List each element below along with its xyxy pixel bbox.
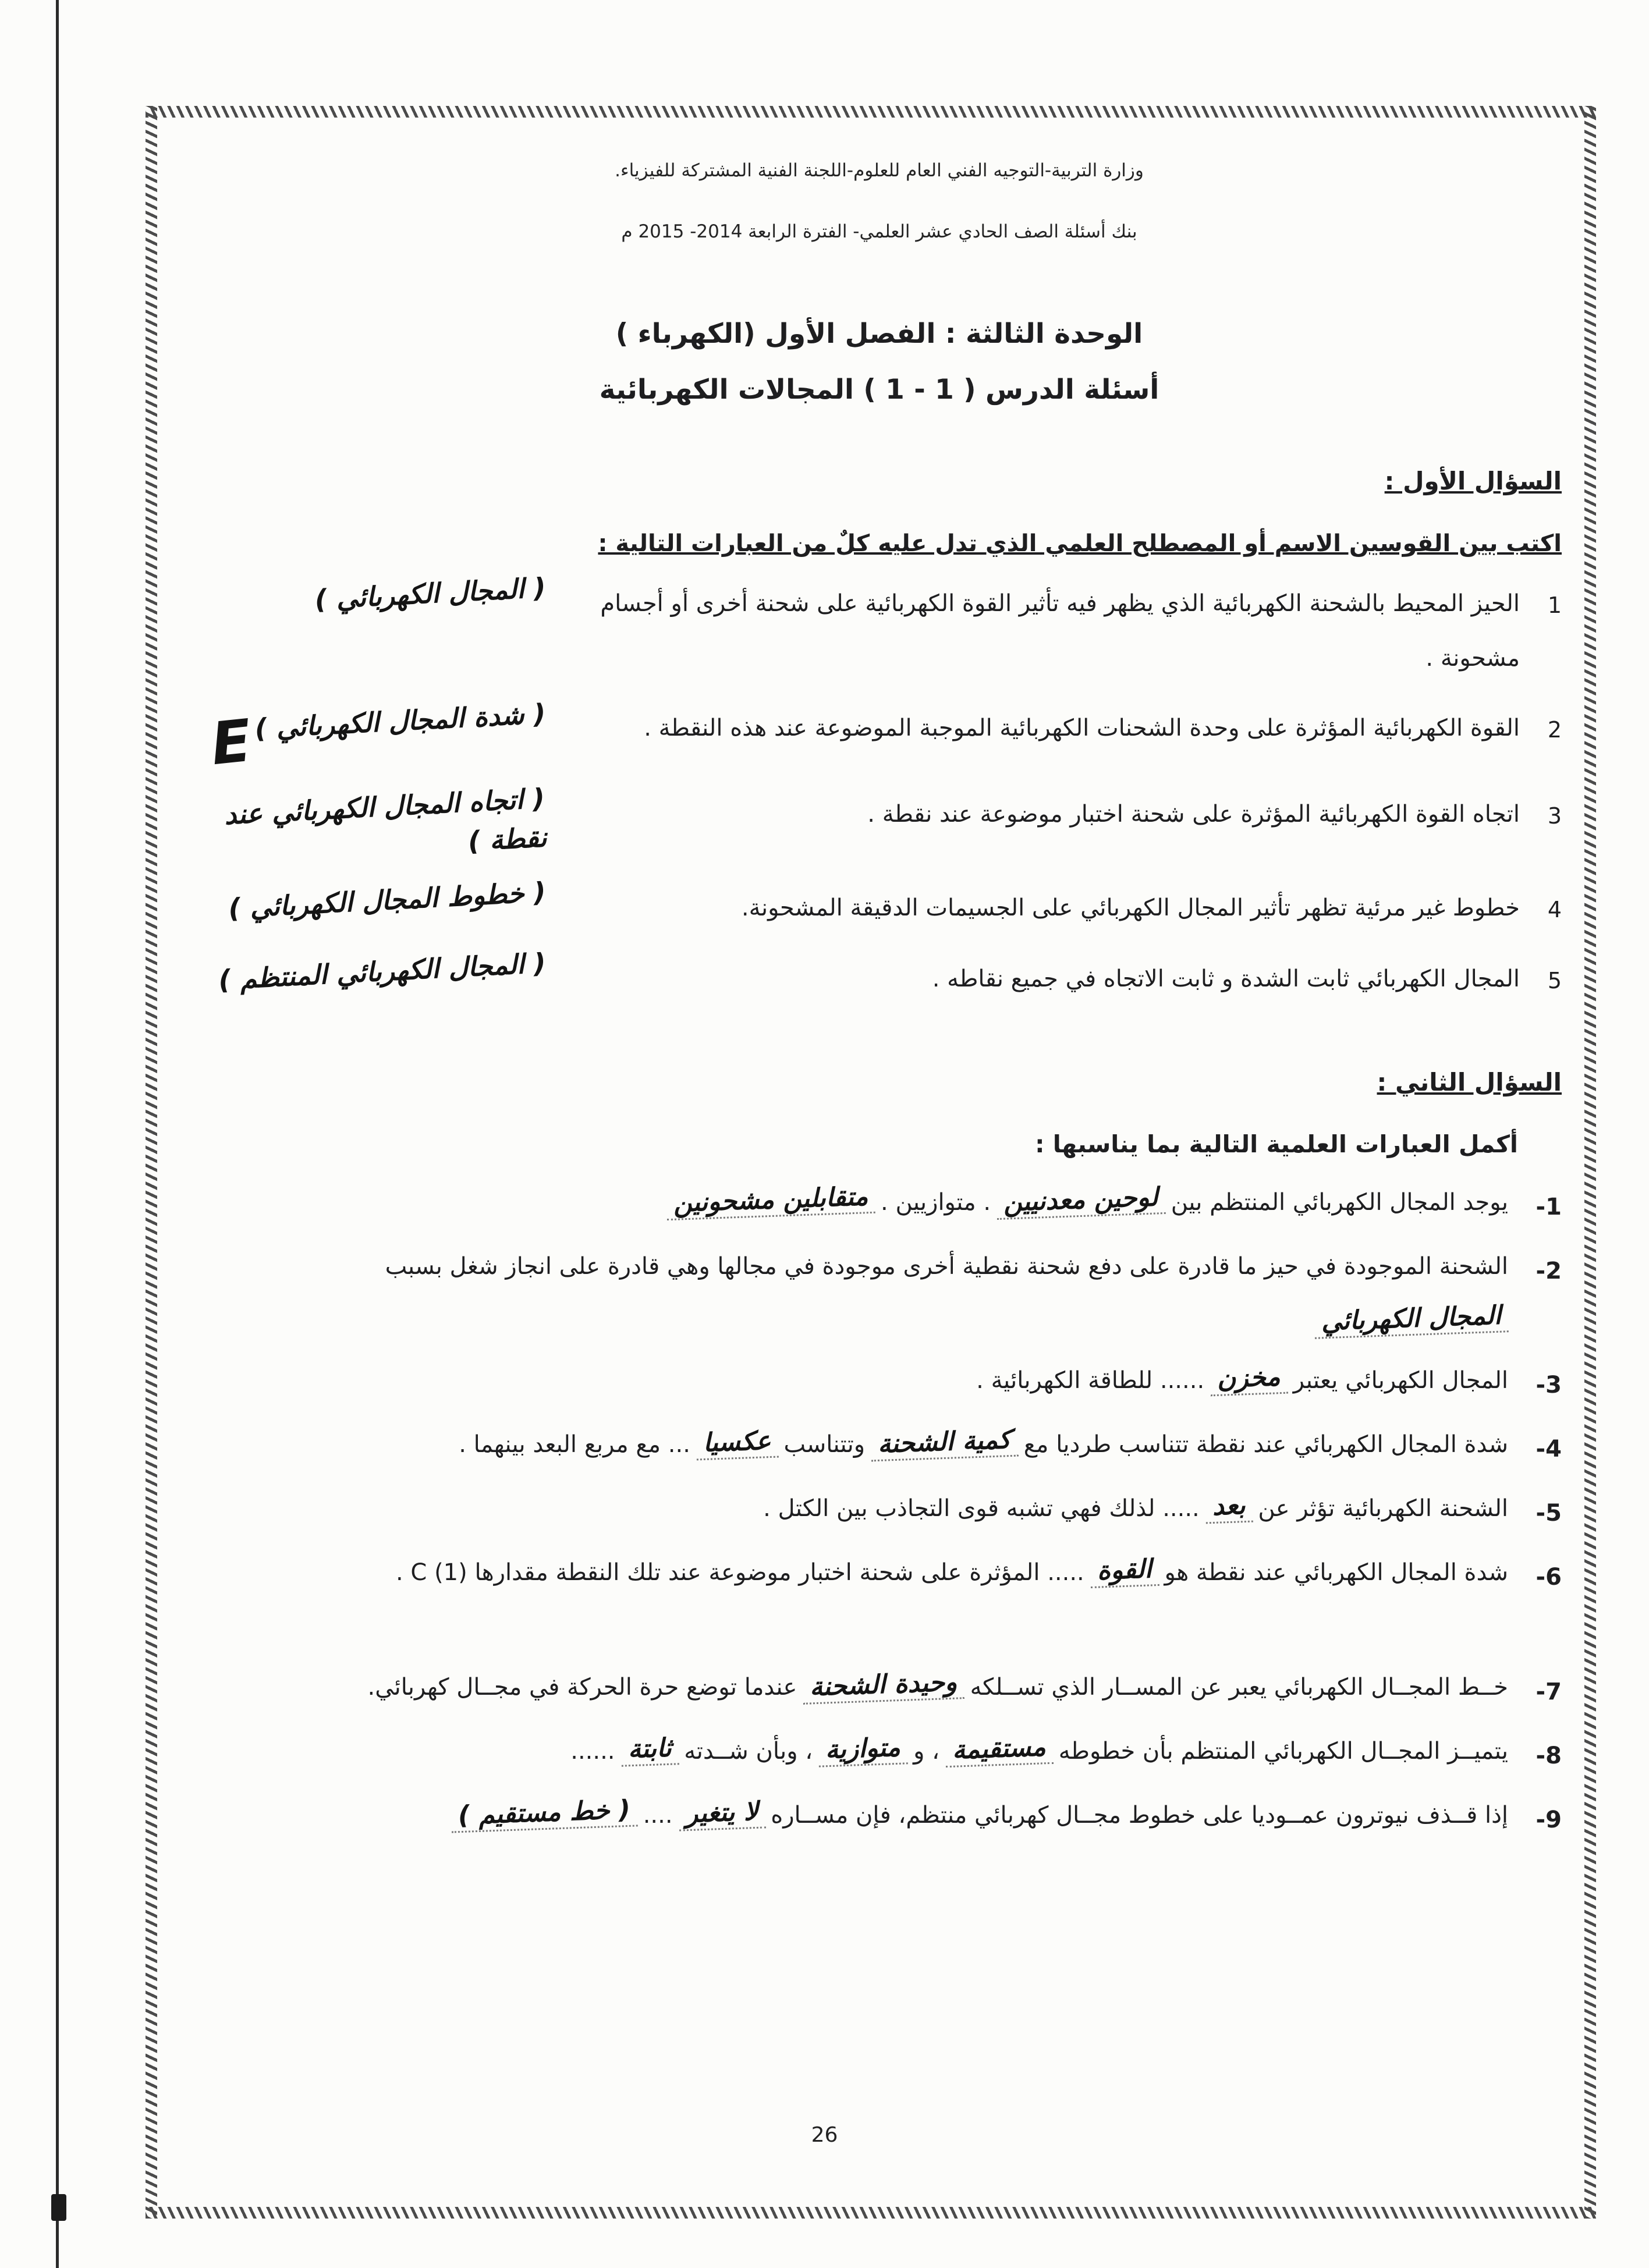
handwritten-symbol: E	[208, 706, 255, 779]
item-text-segment: ..... المؤثرة على شحنة اختبار موضوعة عند تلك النقطة مقدارها C (1) .	[395, 1559, 1084, 1586]
item-text-segment: . متوازيين .	[881, 1188, 991, 1216]
item-number-digit: 6	[1545, 1563, 1562, 1591]
item-text-segment: عندما توضع حرة الحركة في مجــال كهربائي.	[367, 1673, 797, 1701]
item-text	[197, 1481, 1508, 1536]
item-text	[197, 1239, 1508, 1348]
item-text-segment: ، و	[913, 1737, 940, 1765]
handwritten-fill: متقابلين مشحونين	[666, 1182, 875, 1220]
handwritten-fill: ثابتة	[620, 1734, 679, 1767]
list-item	[197, 1239, 1562, 1348]
item-number-dash: -	[1535, 1257, 1546, 1284]
page-border-right	[1584, 106, 1596, 2219]
list-item	[197, 1481, 1562, 1541]
handwritten-answer	[197, 782, 548, 865]
item-text-segment: خــط المجــال الكهربائي يعبر عن المســار الذي تســلكه	[970, 1673, 1508, 1701]
item-number-dash: -	[1535, 1435, 1546, 1463]
item-number	[1508, 1545, 1562, 1605]
question2-instruction: أكمل العبارات العلمية التالية بما يناسبها :	[1035, 1130, 1518, 1159]
item-number-digit: 8	[1545, 1742, 1562, 1769]
handwritten-fill: المجال الكهربائي	[1314, 1301, 1509, 1339]
handwritten-answer-text: ( خطوط المجال الكهربائي )	[228, 876, 547, 925]
item-text: القوة الكهربائية المؤثرة على وحدة الشحنات الكهربائية الموجبة الموضوعة عند هذه النقطة .	[644, 714, 1520, 741]
item-number	[1508, 1660, 1562, 1719]
item-text-segment: يتميــز المجــال الكهربائي المنتظم بأن خطوطه	[1058, 1737, 1508, 1765]
item-text-segment: ..... لذلك فهي تشبه قوى التجاذب بين الكتل .	[763, 1495, 1200, 1522]
item-text	[197, 1660, 1508, 1715]
item-number-digit: 7	[1545, 1678, 1562, 1705]
list-item	[197, 697, 1562, 779]
question2-list	[197, 1175, 1562, 1847]
page-border-bottom	[146, 2207, 1596, 2219]
item-number-dash: -	[1535, 1678, 1546, 1705]
item-text	[197, 1417, 1508, 1472]
list-item	[197, 1417, 1562, 1476]
handwritten-fill: مخزن	[1210, 1362, 1288, 1396]
handwritten-fill: كمية الشحنة	[870, 1425, 1018, 1461]
item-text-segment: شدة المجال الكهربائي عند نقطة هو	[1164, 1559, 1508, 1586]
item-text	[197, 1353, 1508, 1408]
item-number: 5	[1547, 967, 1562, 993]
item-text-segment: الشحنة الكهربائية تؤثر عن	[1258, 1495, 1508, 1522]
handwritten-answer	[197, 697, 547, 779]
item-text-segment: ....	[643, 1801, 673, 1829]
item-text-segment: ... مع مربع البعد بينهما .	[459, 1431, 690, 1458]
item-text	[197, 1788, 1508, 1843]
item-number-digit: 1	[1545, 1193, 1562, 1220]
page-border-left	[146, 106, 157, 2219]
handwritten-fill: وحيدة الشحنة	[802, 1668, 964, 1705]
list-item	[197, 572, 1562, 686]
handwritten-fill: مستقيمة	[945, 1733, 1053, 1767]
item-number: 2	[1547, 716, 1562, 743]
list-item	[197, 1724, 1562, 1783]
item-number	[1508, 1175, 1562, 1234]
item-text-segment: ، وبأن شــدته	[684, 1737, 813, 1765]
handwritten-fill: متوازية	[818, 1733, 908, 1767]
item-text	[197, 1724, 1508, 1779]
page-content	[197, 137, 1562, 1852]
item-text: المجال الكهربائي ثابت الشدة و ثابت الاتجاه في جميع نقاطه .	[932, 965, 1520, 992]
document-header-line1: وزارة التربية-التوجيه الفني العام للعلوم-اللجنة الفنية المشتركة للفيزياء.	[615, 160, 1144, 181]
item-text-segment: ......	[570, 1737, 615, 1765]
handwritten-answer	[197, 876, 547, 925]
item-number: 4	[1547, 897, 1562, 923]
list-item	[197, 1788, 1562, 1847]
handwritten-answer-text: ( شدة المجال الكهربائي )	[254, 697, 547, 744]
item-number	[1508, 1481, 1562, 1541]
item-number	[1508, 1239, 1562, 1298]
item-text-segment: الشحنة الموجودة في حيز ما قادرة على دفع شحنة نقطية أخرى موجودة في مجالها وهي قادرة على انجاز شغل بسبب	[385, 1252, 1508, 1280]
item-number-dash: -	[1535, 1563, 1546, 1591]
document-header-line2: بنك أسئلة الصف الحادي عشر العلمي- الفترة الرابعة 2014- 2015 م	[621, 221, 1137, 243]
item-number-digit: 2	[1545, 1257, 1562, 1284]
question1-instruction: اكتب بين القوسين الاسم أو المصطلح العلمي الذي تدل عليه كلٌ من العبارات التالية :	[598, 530, 1562, 557]
list-item	[197, 1175, 1562, 1234]
list-item	[197, 1660, 1562, 1719]
handwritten-answer	[197, 946, 547, 996]
handwritten-answer-text: ( المجال الكهربائي )	[314, 572, 547, 615]
item-text: الحيز المحيط بالشحنة الكهربائية الذي يظهر فيه تأثير القوة الكهربائية على شحنة أخرى أو أجسام مشحونة .	[600, 590, 1520, 672]
handwritten-answer-text: ( اتجاه المجال الكهربائي عند نقطة )	[223, 782, 548, 857]
page-number: 26	[811, 2123, 838, 2147]
question2-heading: السؤال الثاني :	[1377, 1067, 1562, 1096]
handwritten-answer	[197, 572, 547, 616]
handwritten-fill: ( خط مستقيم )	[451, 1795, 638, 1833]
item-number-digit: 5	[1545, 1499, 1562, 1527]
item-text-segment: ...... للطاقة الكهربائية .	[976, 1367, 1205, 1394]
lesson-title: أسئلة الدرس ( 1 - 1 ) المجالات الكهربائية	[599, 374, 1159, 406]
item-number: 3	[1547, 803, 1562, 829]
question1-heading: السؤال الأول :	[1384, 467, 1562, 496]
item-number-dash: -	[1535, 1371, 1546, 1399]
item-number	[1508, 1788, 1562, 1847]
list-item	[197, 876, 1562, 936]
item-number	[1508, 1417, 1562, 1476]
question1-list	[197, 572, 1562, 1007]
unit-title: الوحدة الثالثة : الفصل الأول (الكهرباء )	[615, 318, 1143, 350]
page-border-top	[146, 106, 1596, 118]
item-number: 1	[1547, 592, 1562, 618]
scan-artifact-blob	[51, 2194, 66, 2221]
item-number-dash: -	[1535, 1193, 1546, 1220]
item-number	[1508, 1724, 1562, 1783]
list-item	[197, 1545, 1562, 1605]
item-number-dash: -	[1535, 1742, 1546, 1769]
item-number-digit: 9	[1545, 1806, 1562, 1833]
scan-artifact-line	[56, 0, 59, 2268]
handwritten-fill: بعد	[1205, 1491, 1253, 1524]
list-item	[197, 1353, 1562, 1412]
item-number-dash: -	[1535, 1806, 1546, 1833]
handwritten-fill: عكسيا	[696, 1426, 778, 1460]
item-number-digit: 4	[1545, 1435, 1562, 1463]
item-number-digit: 3	[1545, 1371, 1562, 1399]
item-text-segment: إذا قــذف نيوترون عمــوديا على خطوط مجــال كهربائي منتظم، فإن مســاره	[771, 1801, 1508, 1829]
item-number-dash: -	[1535, 1499, 1546, 1527]
item-number	[1508, 1353, 1562, 1412]
item-text-segment: شدة المجال الكهربائي عند نقطة تتناسب طرديا مع	[1023, 1431, 1508, 1458]
handwritten-fill: لا يتغير	[678, 1797, 765, 1832]
handwritten-fill: لوحين معدنيين	[996, 1183, 1165, 1219]
item-text: اتجاه القوة الكهربائية المؤثرة على شحنة اختبار موضوعة عند نقطة .	[867, 800, 1520, 828]
item-text-segment: يوجد المجال الكهربائي المنتظم بين	[1171, 1188, 1508, 1216]
item-text: خطوط غير مرئية تظهر تأثير المجال الكهربائي على الجسيمات الدقيقة المشحونة.	[741, 895, 1520, 922]
handwritten-answer-text: ( المجال الكهربائي المنتظم )	[218, 946, 547, 996]
item-text	[197, 1545, 1508, 1600]
item-text	[197, 1175, 1508, 1230]
item-text-segment: وتتناسب	[783, 1431, 866, 1458]
list-item	[197, 782, 1562, 865]
handwritten-fill: القوة	[1090, 1554, 1159, 1588]
item-text-segment: المجال الكهربائي يعتبر	[1293, 1367, 1508, 1394]
list-item	[197, 946, 1562, 1007]
